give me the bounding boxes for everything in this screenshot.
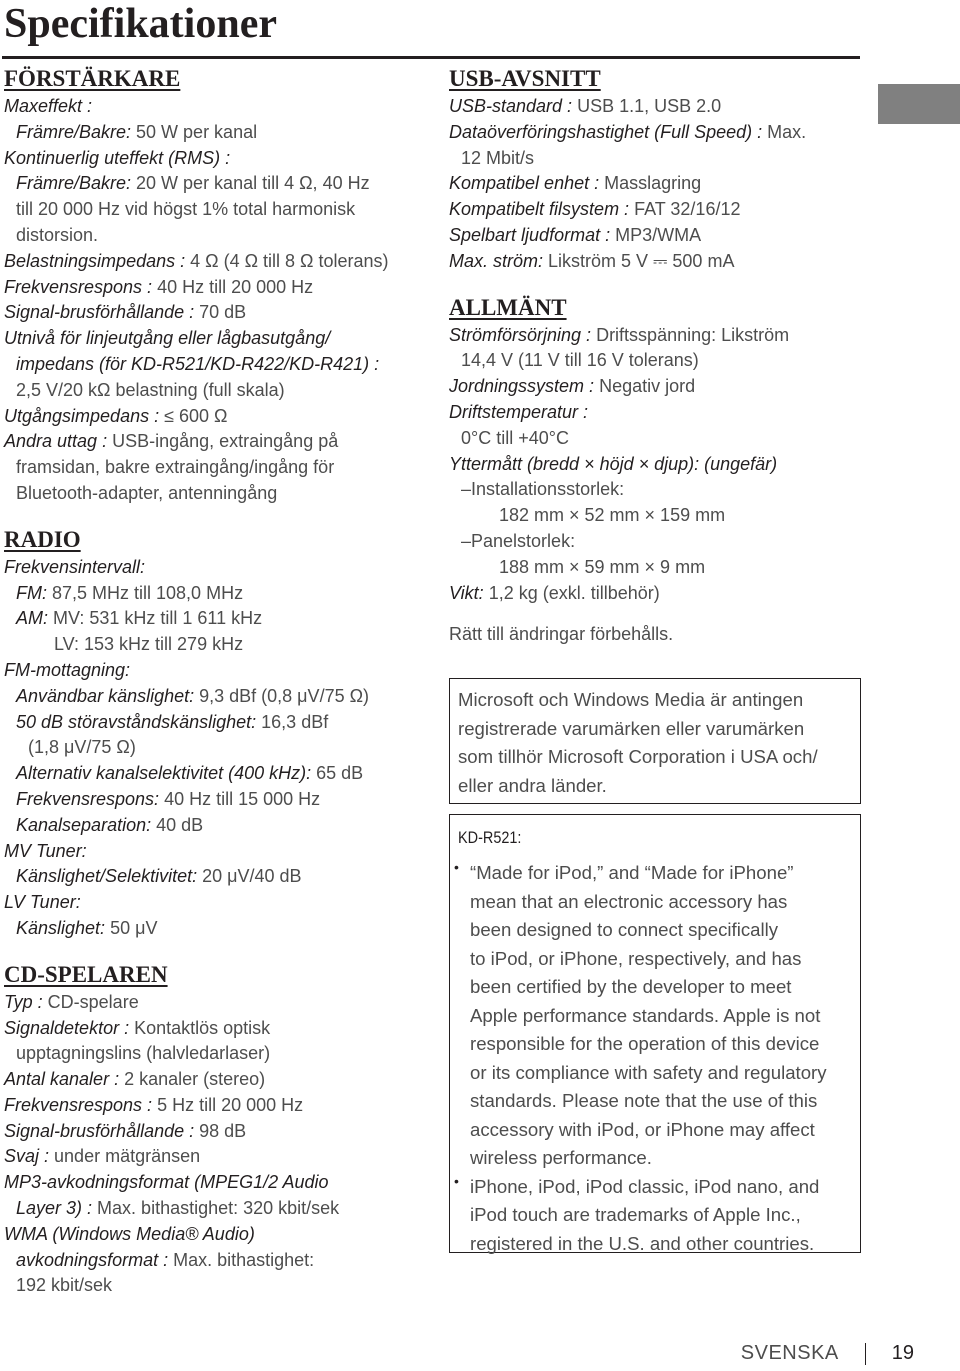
spec-line [4, 581, 429, 607]
spec-key: Andra uttag : [4, 431, 108, 452]
spec-value: 16,3 dBf [256, 711, 329, 732]
spec-line [4, 684, 429, 710]
spec-value: 87,5 MHz till 108,0 MHz [47, 582, 244, 603]
spec-key: Utnivå för linjeutgång eller lågbasutgång/ [4, 328, 331, 349]
spec-line [4, 916, 429, 942]
bullet-line: registered in the U.S. and other countries. [470, 1232, 815, 1254]
spec-line [4, 606, 429, 632]
radio-specs [4, 555, 429, 942]
spec-line [449, 249, 869, 275]
notice-line: som tillhör Microsoft Corporation i USA och/ [458, 746, 818, 767]
spec-line [449, 197, 869, 223]
spec-line [449, 323, 869, 349]
notice-line: Microsoft och Windows Media är antingen [458, 689, 804, 710]
spec-key: Frekvensrespons : [4, 276, 153, 297]
trademark-box-microsoft [449, 678, 861, 804]
spec-key: Signal-brusförhållande : [4, 302, 195, 323]
spec-value: 0°C till +40°C [461, 427, 569, 448]
spec-key: Signal-brusförhållande : [4, 1120, 195, 1141]
spec-key: Frekvensintervall: [4, 556, 146, 577]
footer-divider [865, 1343, 866, 1365]
spec-value: 182 mm × 52 mm × 159 mm [499, 505, 726, 526]
bullet-line: been designed to connect specifically [470, 919, 779, 940]
microsoft-notice [458, 686, 852, 800]
bullet-line: wireless performance. [470, 1147, 652, 1168]
spec-line [4, 404, 429, 430]
spec-line [449, 146, 869, 172]
spec-value: Likström 5 V ⎓ 500 mA [543, 250, 735, 271]
spec-value: USB 1.1, USB 2.0 [572, 96, 722, 116]
spec-key: avkodningsformat : [16, 1249, 169, 1270]
spec-line [4, 429, 429, 455]
language-tab-marker [878, 84, 960, 124]
spec-line [4, 197, 429, 223]
spec-line [449, 555, 869, 581]
spec-value: framsidan, bakre extraingång/ingång för [16, 457, 335, 478]
spec-key: Alternativ kanalselektivitet (400 kHz): [16, 763, 312, 784]
spec-line [4, 1041, 429, 1067]
spec-value: 70 dB [194, 302, 247, 323]
spec-value: Max. [762, 121, 807, 142]
spec-key: Kompatibel enhet : [449, 173, 600, 194]
spec-line [4, 890, 429, 916]
spec-key: Känslighet/Selektivitet: [16, 866, 198, 887]
spec-value: 20 W per kanal till 4 Ω, 40 Hz [131, 173, 370, 194]
spec-value: (1,8 μV/75 Ω) [28, 737, 136, 758]
spec-value: Max. bithastighet: [168, 1249, 315, 1270]
spec-key: impedans (för KD-R521/KD-R422/KD-R421) : [16, 353, 380, 374]
spec-line [4, 455, 429, 481]
spec-key: WMA (Windows Media® Audio) [4, 1223, 255, 1244]
spec-line [4, 1144, 429, 1170]
spec-key: Kompatibelt filsystem : [449, 199, 630, 220]
bullet-line: or its compliance with safety and regulatory [470, 1061, 827, 1083]
spec-key: Vikt: [449, 582, 484, 603]
left-column [4, 64, 429, 1299]
spec-line [4, 1248, 429, 1274]
spec-line [449, 223, 869, 249]
spec-key: FM: [16, 582, 47, 603]
spec-key: Belastningsimpedans : [4, 250, 186, 271]
spec-key: Antal kanaler : [4, 1069, 120, 1090]
spec-key: Strömförsörjning : [449, 324, 592, 345]
cd-heading: CD-SPELAREN [4, 961, 168, 987]
spec-value: MP3/WMA [610, 224, 702, 245]
bullet-line: • iPhone, iPod, iPod classic, iPod nano, and [470, 1175, 820, 1197]
spec-key: Svaj : [4, 1146, 50, 1167]
spec-line [4, 990, 429, 1016]
spec-value: 50 μV [105, 917, 158, 938]
trademark-box-apple [449, 814, 861, 1253]
spec-key: Yttermått (bredd × höjd × djup): (ungefär) [449, 453, 778, 474]
spec-value: Bluetooth-adapter, antenningång [16, 482, 278, 503]
spec-key: LV Tuner: [4, 892, 81, 913]
bullet-line: accessory with iPod, or iPhone may affect [470, 1118, 815, 1140]
spec-line [4, 146, 429, 172]
spec-key: Dataöverföringshastighet (Full Speed) : [449, 121, 763, 142]
spec-line [4, 787, 429, 813]
spec-line [4, 1170, 429, 1196]
spec-line [4, 1119, 429, 1145]
spec-value: till 20 000 Hz vid högst 1% total harmonisk [16, 199, 356, 220]
page-footer [741, 1340, 914, 1366]
spec-line [449, 452, 869, 478]
amp-specs [4, 94, 429, 507]
spec-line [4, 223, 429, 249]
spec-key: Främre/Bakre: [16, 173, 132, 194]
spec-line [449, 503, 869, 529]
spec-value: 5 Hz till 20 000 Hz [152, 1094, 304, 1115]
spec-line [4, 1196, 429, 1222]
spec-key: Kontinuerlig uteffekt (RMS) : [4, 147, 231, 168]
spec-line [4, 839, 429, 865]
spec-line [4, 1067, 429, 1093]
model-label: KD-R521: [458, 828, 522, 847]
spec-value: 192 kbit/sek [16, 1275, 113, 1296]
spec-value: USB-ingång, extraingång på [107, 431, 339, 452]
cd-specs [4, 990, 429, 1300]
spec-key: AM: [16, 608, 49, 629]
notice-line: registrerade varumärken eller varumärken [458, 717, 805, 739]
spec-value: 4 Ω (4 Ω till 8 Ω tolerans) [185, 250, 389, 271]
spec-line [449, 581, 869, 607]
spec-value: distorsion. [16, 224, 99, 245]
change-notice: Rätt till ändringar förbehålls. [449, 624, 674, 645]
bullet-line: iPod touch are trademarks of Apple Inc., [470, 1204, 801, 1225]
spec-line [4, 171, 429, 197]
spec-value: 20 μV/40 dB [197, 866, 302, 887]
spec-value: 1,2 kg (exkl. tillbehör) [483, 582, 660, 603]
spec-line [449, 94, 869, 120]
spec-line [4, 864, 429, 890]
title-rule [2, 56, 860, 59]
spec-value: 98 dB [194, 1120, 247, 1141]
spec-value: Negativ jord [594, 376, 696, 397]
spec-value: Kontaktlös optisk [129, 1017, 271, 1038]
spec-line [449, 529, 869, 555]
spec-line [449, 171, 869, 197]
spec-key: Jordningssystem : [449, 376, 595, 397]
spec-key: FM-mottagning: [4, 659, 131, 680]
spec-key: Driftstemperatur : [449, 401, 589, 422]
spec-line [4, 249, 429, 275]
page-number: 19 [891, 1342, 914, 1364]
spec-key: Frekvensrespons : [4, 1094, 153, 1115]
spec-line [4, 378, 429, 404]
spec-value: –Panelstorlek: [461, 530, 576, 551]
spec-line [4, 555, 429, 581]
spec-key: Kanalseparation: [16, 814, 152, 835]
spec-key: Max. ström: [449, 250, 544, 271]
spec-line [4, 710, 429, 736]
spec-key: 50 dB störavståndskänslighet: [16, 711, 257, 732]
spec-key: Frekvensrespons: [16, 788, 160, 809]
bullet-item [458, 859, 852, 1173]
footer-language: SVENSKA [740, 1342, 839, 1364]
spec-value: 40 Hz till 20 000 Hz [152, 276, 314, 297]
spec-line [4, 735, 429, 761]
spec-line [4, 481, 429, 507]
bullet-line: Apple performance standards. Apple is not [470, 1004, 821, 1026]
bullet-line: responsible for the operation of this device [470, 1033, 820, 1054]
spec-line [4, 94, 429, 120]
spec-value: 14,4 V (11 V till 16 V tolerans) [461, 350, 699, 371]
spec-key: Användbar känslighet: [16, 685, 195, 706]
right-column [449, 64, 869, 648]
spec-value: LV: 153 kHz till 279 kHz [54, 634, 244, 655]
spec-value: 12 Mbit/s [461, 147, 535, 168]
spec-line [4, 326, 429, 352]
spec-value: 65 dB [311, 763, 364, 784]
bullet-line: to iPod, or iPhone, respectively, and has [470, 947, 802, 969]
page-title: Specifikationer [4, 1, 277, 47]
spec-line [449, 120, 869, 146]
radio-heading: RADIO [4, 526, 81, 552]
usb-heading: USB-AVSNITT [449, 66, 601, 91]
spec-line [4, 300, 429, 326]
spec-line [4, 1273, 429, 1299]
bullet-line: mean that an electronic accessory has [470, 890, 788, 912]
spec-line [4, 761, 429, 787]
notice-line: eller andra länder. [458, 774, 607, 796]
spec-line [4, 120, 429, 146]
spec-key: MV Tuner: [4, 840, 87, 861]
spec-line [4, 352, 429, 378]
spec-value: MV: 531 kHz till 1 611 kHz [48, 608, 263, 629]
bullet-line: standards. Please note that the use of this [470, 1090, 818, 1111]
spec-line [4, 1093, 429, 1119]
spec-value: 40 Hz till 15 000 Hz [159, 788, 321, 809]
spec-line [4, 813, 429, 839]
bullet-line: • “Made for iPod,” and “Made for iPhone” [470, 862, 794, 883]
spec-key: Främre/Bakre: [16, 121, 132, 142]
spec-line [4, 1016, 429, 1042]
spec-value: under mätgränsen [49, 1146, 201, 1167]
spec-key: Signaldetektor : [4, 1017, 130, 1038]
spec-line [449, 348, 869, 374]
bullet-line: been certified by the developer to meet [470, 976, 792, 997]
spec-line [449, 477, 869, 503]
spec-key: MP3-avkodningsformat (MPEG1/2 Audio [4, 1172, 329, 1193]
spec-key: Utgångsimpedans : [4, 405, 160, 426]
apple-notice-bullets [458, 859, 852, 1258]
spec-line [449, 374, 869, 400]
spec-key: USB-standard : [449, 96, 573, 116]
spec-value: FAT 32/16/12 [629, 199, 741, 220]
spec-value: upptagningslins (halvledarlaser) [16, 1043, 271, 1064]
spec-value: 40 dB [151, 814, 204, 835]
spec-key: Layer 3) : [16, 1198, 93, 1219]
spec-value: ≤ 600 Ω [159, 405, 228, 426]
spec-line [449, 400, 869, 426]
spec-value: 2,5 V/20 kΩ belastning (full skala) [16, 379, 285, 400]
spec-value: 50 W per kanal [131, 121, 258, 142]
spec-key: Spelbart ljudformat : [449, 224, 611, 245]
spec-value: Masslagring [599, 173, 702, 194]
spec-line [4, 275, 429, 301]
amp-heading: FÖRSTÄRKARE [4, 66, 181, 91]
spec-key: Typ : [4, 991, 43, 1012]
spec-line [449, 426, 869, 452]
general-specs [449, 323, 869, 607]
spec-value: –Installationsstorlek: [461, 479, 625, 500]
spec-value: Driftsspänning: Likström [591, 324, 790, 345]
bullet-item [458, 1173, 852, 1259]
spec-value: 188 mm × 59 mm × 9 mm [499, 556, 706, 577]
general-heading: ALLMÄNT [449, 294, 567, 320]
spec-value: CD-spelare [42, 991, 139, 1012]
spec-line [4, 1222, 429, 1248]
spec-line [4, 658, 429, 684]
spec-value: Max. bithastighet: 320 kbit/sek [92, 1198, 340, 1219]
spec-key: Maxeffekt : [4, 96, 93, 116]
usb-specs [449, 94, 869, 275]
spec-key: Känslighet: [16, 917, 106, 938]
spec-value: 2 kanaler (stereo) [119, 1069, 266, 1090]
spec-value: 9,3 dBf (0,8 μV/75 Ω) [194, 685, 370, 706]
spec-line [4, 632, 429, 658]
